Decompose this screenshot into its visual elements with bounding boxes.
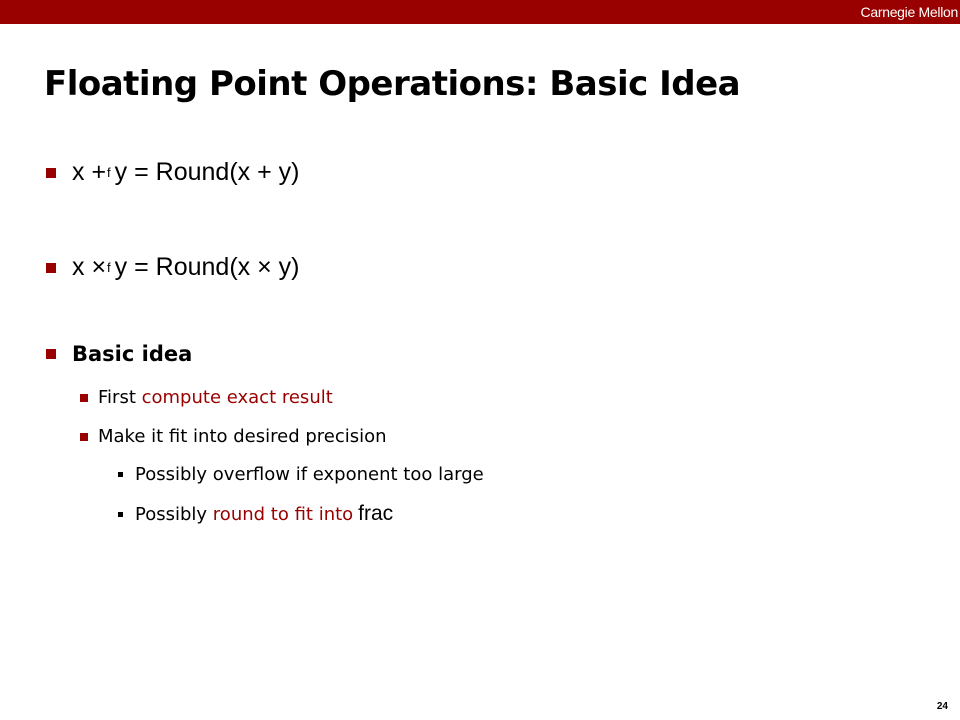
bullet-add [46, 158, 299, 187]
mul-lhs: x × [72, 253, 107, 281]
bullet-multiply [46, 253, 299, 282]
add-rhs: y = Round(x + y) [114, 158, 300, 186]
make-fit-text: Make it fit into desired precision [98, 426, 387, 447]
slide-title: Floating Point Operations: Basic Idea [44, 64, 741, 104]
mul-sub: f [107, 260, 111, 275]
round-highlight: round to fit into [212, 503, 354, 525]
bullet-square-icon [46, 168, 56, 178]
add-lhs: x + [72, 158, 107, 186]
sub-bullet-first [80, 387, 333, 408]
page-number: 24 [936, 701, 948, 712]
sub-sub-bullet-icon [118, 512, 123, 517]
add-sub: f [107, 165, 111, 180]
bullet-basic-idea [46, 342, 192, 366]
sub-bullet-make-fit [80, 426, 387, 447]
brand-label: Carnegie Mellon [860, 4, 958, 20]
sub-bullet-icon [80, 394, 88, 402]
mul-rhs: y = Round(x × y) [114, 253, 300, 281]
bullet-square-icon [46, 263, 56, 273]
overflow-text: Possibly overflow if exponent too large [135, 464, 484, 485]
header-bar [0, 0, 960, 24]
basic-idea-heading: Basic idea [72, 342, 193, 366]
bullet-square-icon [46, 349, 56, 359]
round-prefix: Possibly [135, 503, 213, 525]
first-highlight: compute exact result [141, 387, 333, 408]
sub-bullet-icon [80, 433, 88, 441]
sub-sub-bullet-round [118, 502, 393, 526]
first-prefix: First [98, 387, 142, 408]
sub-sub-bullet-overflow [118, 464, 484, 485]
sub-sub-bullet-icon [118, 472, 123, 477]
frac-code: frac [358, 502, 394, 525]
